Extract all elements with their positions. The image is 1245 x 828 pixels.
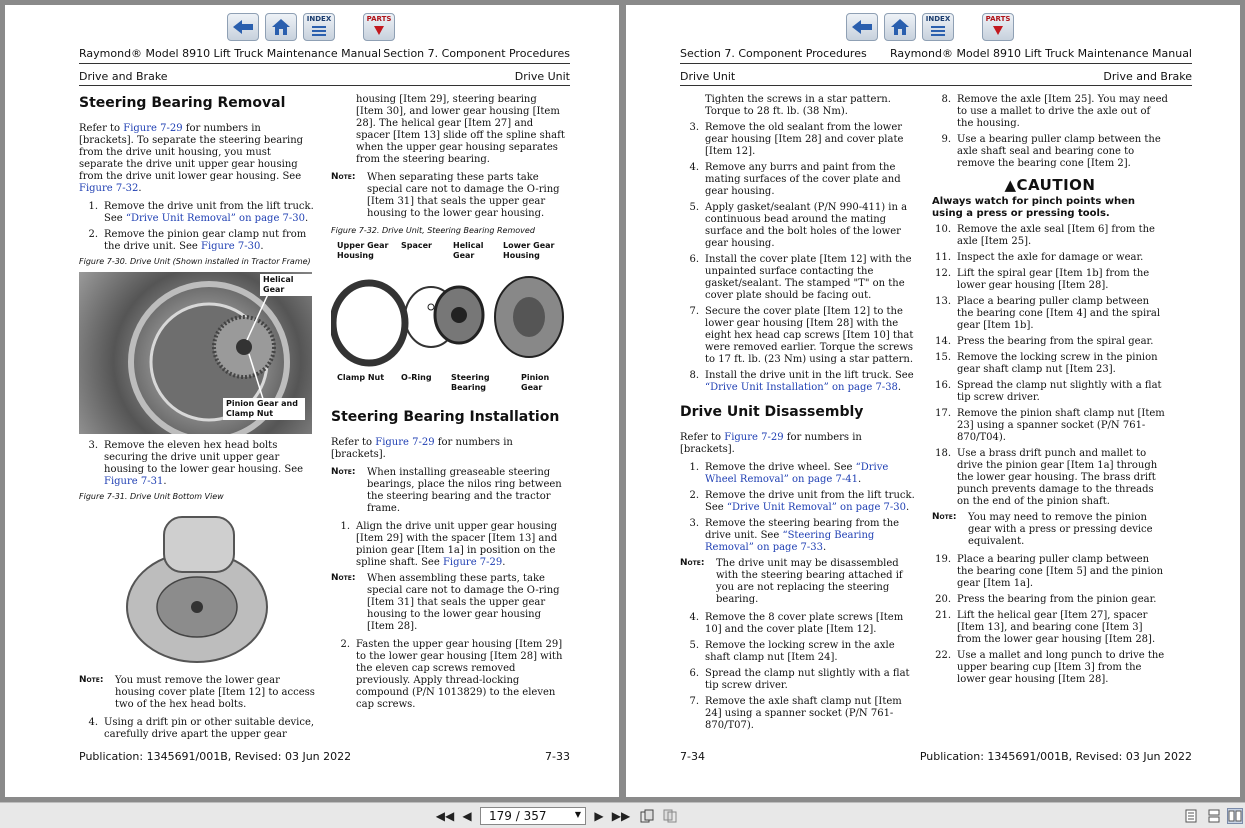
list-item: 20. Press the bearing from the pinion gear. (935, 594, 1157, 605)
figure-link[interactable]: Figure 7-29 (724, 432, 784, 443)
helical-gear-label: Helical Gear (260, 274, 312, 296)
o-ring-label: O-Ring (401, 373, 432, 382)
right-column (932, 94, 1168, 690)
list-item: 4. Using a drift pin or other suitable device, carefully drive apart the upper gear (88, 717, 315, 740)
helical-gear-label: Helical Gear (453, 241, 484, 260)
go-back-view-icon[interactable] (639, 808, 655, 824)
list-item: 5. Apply gasket/sealant (P/N 990-411) in a continuous bead around the mating surface and the bolt holes of the lower gear housing. (689, 202, 908, 249)
subheader-left: Drive Unit (680, 70, 736, 83)
list-item: 7. Remove the axle shaft clamp nut [Item 24] using a spanner socket (P/N 761-870/T07). (689, 696, 902, 731)
footer (79, 750, 570, 763)
list-item: 22. Use a mallet and long punch to drive the upper bearing cup [Item 3] from the lower gear housing [Item 28]. (935, 650, 1165, 685)
divider (680, 63, 1192, 64)
xref-link[interactable]: “Steering Bearing Removal” on page 7-33 (705, 530, 875, 553)
nav-icons-left (227, 13, 395, 47)
page-number: 7-34 (680, 750, 705, 763)
chevron-down-icon: ▼ (574, 810, 581, 819)
clamp-nut-label: Clamp Nut (337, 373, 385, 382)
list-item: 14. Press the bearing from the spiral gear. (935, 336, 1154, 347)
subheader-left: Drive and Brake (79, 70, 168, 83)
list-item: 1. Remove the drive wheel. See “Drive Wheel Removal” on page 7-41. (689, 462, 889, 485)
list-item: 19. Place a bearing puller clamp between the bearing cone [Item 5] and the pinion gear [Item 1a]. (935, 554, 1164, 589)
continued-text: housing [Item 29], steering bearing [Item 30], and lower gear housing [Item 28]. The helical gear [Item 27] and spacer [Item 13] slide off the spline shaft when the upper gear housing separates from the steering bearing. (356, 94, 565, 165)
subheader (79, 70, 570, 83)
note: Note: The drive unit may be disassembled with the steering bearing attached if you are not replacing the steering bearing. (680, 558, 903, 605)
figure-caption: Figure 7-31. Drive Unit Bottom View (79, 492, 224, 501)
next-page-icon[interactable]: ▶ (594, 809, 604, 823)
list-item: 4. Remove any burrs and paint from the mating surfaces of the cover plate and gear housing. (689, 162, 901, 197)
caution-text: Always watch for pinch points when using a press or pressing tools. (932, 196, 1136, 219)
page-number-select[interactable] (480, 807, 586, 825)
home-icon[interactable] (265, 13, 297, 41)
subheader-right: Drive Unit (514, 70, 570, 83)
two-page-view-icon[interactable] (1227, 808, 1243, 824)
index-label: INDEX (306, 15, 332, 23)
list-item: 13. Place a bearing puller clamp between the bearing cone [Item 4] and the spiral gear [Item 1b]. (935, 296, 1161, 331)
header-right: Raymond® Model 8910 Lift Truck Maintenance Manual (889, 47, 1192, 60)
list-item: 9. Use a bearing puller clamp between the axle shaft seal and bearing cone to remove the bearing cone [Item 2]. (941, 134, 1161, 169)
caution-title: CAUTION (1016, 176, 1096, 194)
section-title: Drive Unit Disassembly (680, 404, 864, 420)
parts-icon[interactable] (982, 13, 1014, 41)
header (79, 47, 570, 60)
index-icon[interactable] (922, 13, 954, 41)
note: Note: You must remove the lower gear housing cover plate [Item 12] to access two of the hex head bolts. (79, 675, 315, 710)
right-page (626, 5, 1240, 797)
upper-gear-housing-label: Upper Gear Housing (337, 241, 389, 260)
publication-info: Publication: 1345691/001B, Revised: 03 Jun 2022 (79, 750, 352, 763)
header-right: Section 7. Component Procedures (383, 47, 570, 60)
subheader-right: Drive and Brake (1103, 70, 1192, 83)
list-item: 12. Lift the spiral gear [Item 1b] from the lower gear housing [Item 28]. (935, 268, 1150, 291)
continued-text: Tighten the screws in a star pattern. Torque to 28 ft. lb. (38 Nm). (705, 94, 891, 117)
figure-caption: Figure 7-32. Drive Unit, Steering Bearing Removed (331, 226, 535, 235)
subheader (680, 70, 1192, 83)
left-page (5, 5, 619, 797)
drive-unit-bottom-figure (79, 507, 315, 669)
parts-label: PARTS (366, 15, 392, 23)
figure-link[interactable]: Figure 7-30 (201, 241, 261, 252)
list-item: 1. Align the drive unit upper gear housing [Item 29] with the spacer [Item 13] and pinion gear [Item 1a] in position on the spline shaft. See Figure 7-29. (340, 521, 558, 568)
list-item: 3. Remove the steering bearing from the drive unit. See “Steering Bearing Removal” on page 7-33. (689, 518, 900, 553)
list-item: 11. Inspect the axle for damage or wear. (935, 252, 1144, 263)
list-item: 2. Fasten the upper gear housing [Item 29] to the lower gear housing [Item 28] with the eleven cap screws removed previously. Apply thread-locking compound (P/N 1013829) to the eleven cap screws. (340, 639, 563, 710)
divider (680, 85, 1192, 86)
divider (79, 63, 570, 64)
note: Note: When assembling these parts, take special care not to damage the O-ring [Item 31] that seals the upper gear housing to the lower gear housing [Item 28]. (331, 573, 560, 632)
page-number: 7-33 (545, 750, 570, 763)
note: Note: You may need to remove the pinion gear with a press or pressing device equivalent. (932, 512, 1153, 547)
right-column (331, 94, 565, 715)
figure-link[interactable]: Figure 7-32 (79, 183, 139, 194)
xref-link[interactable]: “Drive Unit Installation” on page 7-38 (705, 382, 898, 393)
list-item: 10. Remove the axle seal [Item 6] from the axle [Item 25]. (935, 224, 1155, 247)
list-item: 18. Use a brass drift punch and mallet to drive the pinion gear [Item 1a] through the lower gear housing. The brass drift punch prevents damage to the threads on the end of the pinion shaft. (935, 448, 1158, 507)
figure-link[interactable]: Figure 7-29 (375, 437, 435, 448)
list-item: 2. Remove the drive unit from the lift truck. See “Drive Unit Removal” on page 7-30. (689, 490, 915, 513)
viewer-toolbar (0, 802, 1245, 828)
home-icon[interactable] (884, 13, 916, 41)
figure-link[interactable]: Figure 7-29 (123, 123, 183, 134)
intro-paragraph: Refer to Figure 7-29 for numbers in [brackets]. To separate the steering bearing from the drive unit housing, you must separate the drive unit upper gear housing from the drive unit lower gear housing. See Figure 7-32. (79, 123, 304, 194)
steering-bearing-label: Steering Bearing (451, 373, 490, 392)
previous-page-icon[interactable]: ◀ (462, 809, 472, 823)
list-item: 3. Remove the old sealant from the lower gear housing [Item 28] and cover plate [Item 12]. (689, 122, 904, 157)
divider (79, 85, 570, 86)
pinion-gear-label: Pinion Gear and Clamp Nut (223, 398, 305, 420)
list-item: 1. Remove the drive unit from the lift truck. See “Drive Unit Removal” on page 7-30. (88, 201, 314, 224)
back-arrow-icon[interactable] (846, 13, 878, 41)
lower-gear-housing-label: Lower Gear Housing (503, 241, 555, 260)
note: Note: When installing greaseable steering bearings, place the nilos ring between the steering bearing and the tractor frame. (331, 467, 562, 514)
left-column (680, 94, 916, 736)
intro-paragraph: Refer to Figure 7-29 for numbers in [brackets]. (680, 432, 862, 455)
xref-link[interactable]: “Drive Wheel Removal” on page 7-41 (705, 462, 889, 485)
header-left: Raymond® Model 8910 Lift Truck Maintenance Manual (79, 47, 382, 60)
list-item: 5. Remove the locking screw in the axle shaft clamp nut [Item 24]. (689, 640, 895, 663)
back-arrow-icon[interactable] (227, 13, 259, 41)
left-column (79, 93, 315, 745)
list-item: 17. Remove the pinion shaft clamp nut [Item 23] using a spanner socket (P/N 761-870/T04). (935, 408, 1165, 443)
xref-link[interactable]: “Drive Unit Removal” on page 7-30 (125, 213, 306, 224)
footer (680, 750, 1192, 763)
intro-paragraph: Refer to Figure 7-29 for numbers in [brackets]. (331, 437, 513, 460)
list-item: 15. Remove the locking screw in the pinion gear shaft clamp nut [Item 23]. (935, 352, 1158, 375)
parts-label: PARTS (985, 15, 1011, 23)
list-item: 2. Remove the pinion gear clamp nut from the drive unit. See Figure 7-30. (88, 229, 307, 252)
list-item: 8. Remove the axle [Item 25]. You may need to use a mallet to drive the axle out of the housing. (941, 94, 1168, 129)
list-item: 7. Secure the cover plate [Item 12] to the lower gear housing [Item 28] with the eight hex head cap screws [Item 10] that were removed earlier. Torque the screws to 17 ft. lb. (23 Nm) using a star pattern. (689, 306, 914, 365)
publication-info: Publication: 1345691/001B, Revised: 03 Jun 2022 (919, 750, 1192, 763)
header (680, 47, 1192, 60)
list-item: 6. Spread the clamp nut slightly with a flat tip screw driver. (689, 668, 910, 691)
continuous-view-icon[interactable] (1206, 808, 1222, 824)
section-title: Steering Bearing Installation (331, 409, 560, 425)
section-title: Steering Bearing Removal (79, 95, 286, 111)
go-forward-view-icon[interactable] (662, 808, 678, 824)
index-label: INDEX (925, 15, 951, 23)
figure-link[interactable]: Figure 7-29 (442, 557, 503, 568)
list-item: 4. Remove the 8 cover plate screws [Item 10] and the cover plate [Item 12]. (689, 612, 904, 635)
parts-icon[interactable] (363, 13, 395, 41)
list-item: 3. Remove the eleven hex head bolts securing the drive unit upper gear housing to the lower gear housing. See Figure 7-31. (88, 440, 304, 487)
page-indicator: 179 / 357 (489, 809, 547, 823)
pinion-gear-label: Pinion Gear (521, 373, 550, 392)
note: Note: When separating these parts take special care not to damage the O-ring [Item 31] that seals the upper gear housing to the lower gear housing. (331, 172, 560, 219)
list-item: 16. Spread the clamp nut slightly with a flat tip screw driver. (935, 380, 1162, 403)
list-item: 6. Install the cover plate [Item 12] with the unpainted surface contacting the gasket/sealant. The stamped "T" on the cover plate should be facing out. (689, 254, 912, 301)
list-item: 21. Lift the helical gear [Item 27], spacer [Item 13], and bearing cone [Item 3] from the lower gear housing [Item 28]. (935, 610, 1156, 645)
figure-link[interactable]: Figure 7-31 (104, 476, 164, 487)
drive-unit-photo (79, 272, 312, 434)
exploded-parts-figure (331, 241, 565, 403)
header-left: Section 7. Component Procedures (680, 47, 867, 60)
spacer-label: Spacer (401, 241, 432, 250)
caution-box (932, 176, 1168, 220)
index-icon[interactable] (303, 13, 335, 41)
single-page-view-icon[interactable] (1183, 808, 1199, 824)
list-item: 8. Install the drive unit in the lift truck. See “Drive Unit Installation” on page 7-38. (689, 370, 914, 393)
warning-icon: ▲ (1004, 176, 1017, 194)
first-page-icon[interactable]: ◀◀ (435, 809, 455, 823)
xref-link[interactable]: “Drive Unit Removal” on page 7-30 (726, 502, 907, 513)
figure-caption: Figure 7-30. Drive Unit (Shown installed in Tractor Frame) (79, 257, 311, 266)
nav-icons-right (846, 13, 1014, 47)
last-page-icon[interactable]: ▶▶ (611, 809, 631, 823)
